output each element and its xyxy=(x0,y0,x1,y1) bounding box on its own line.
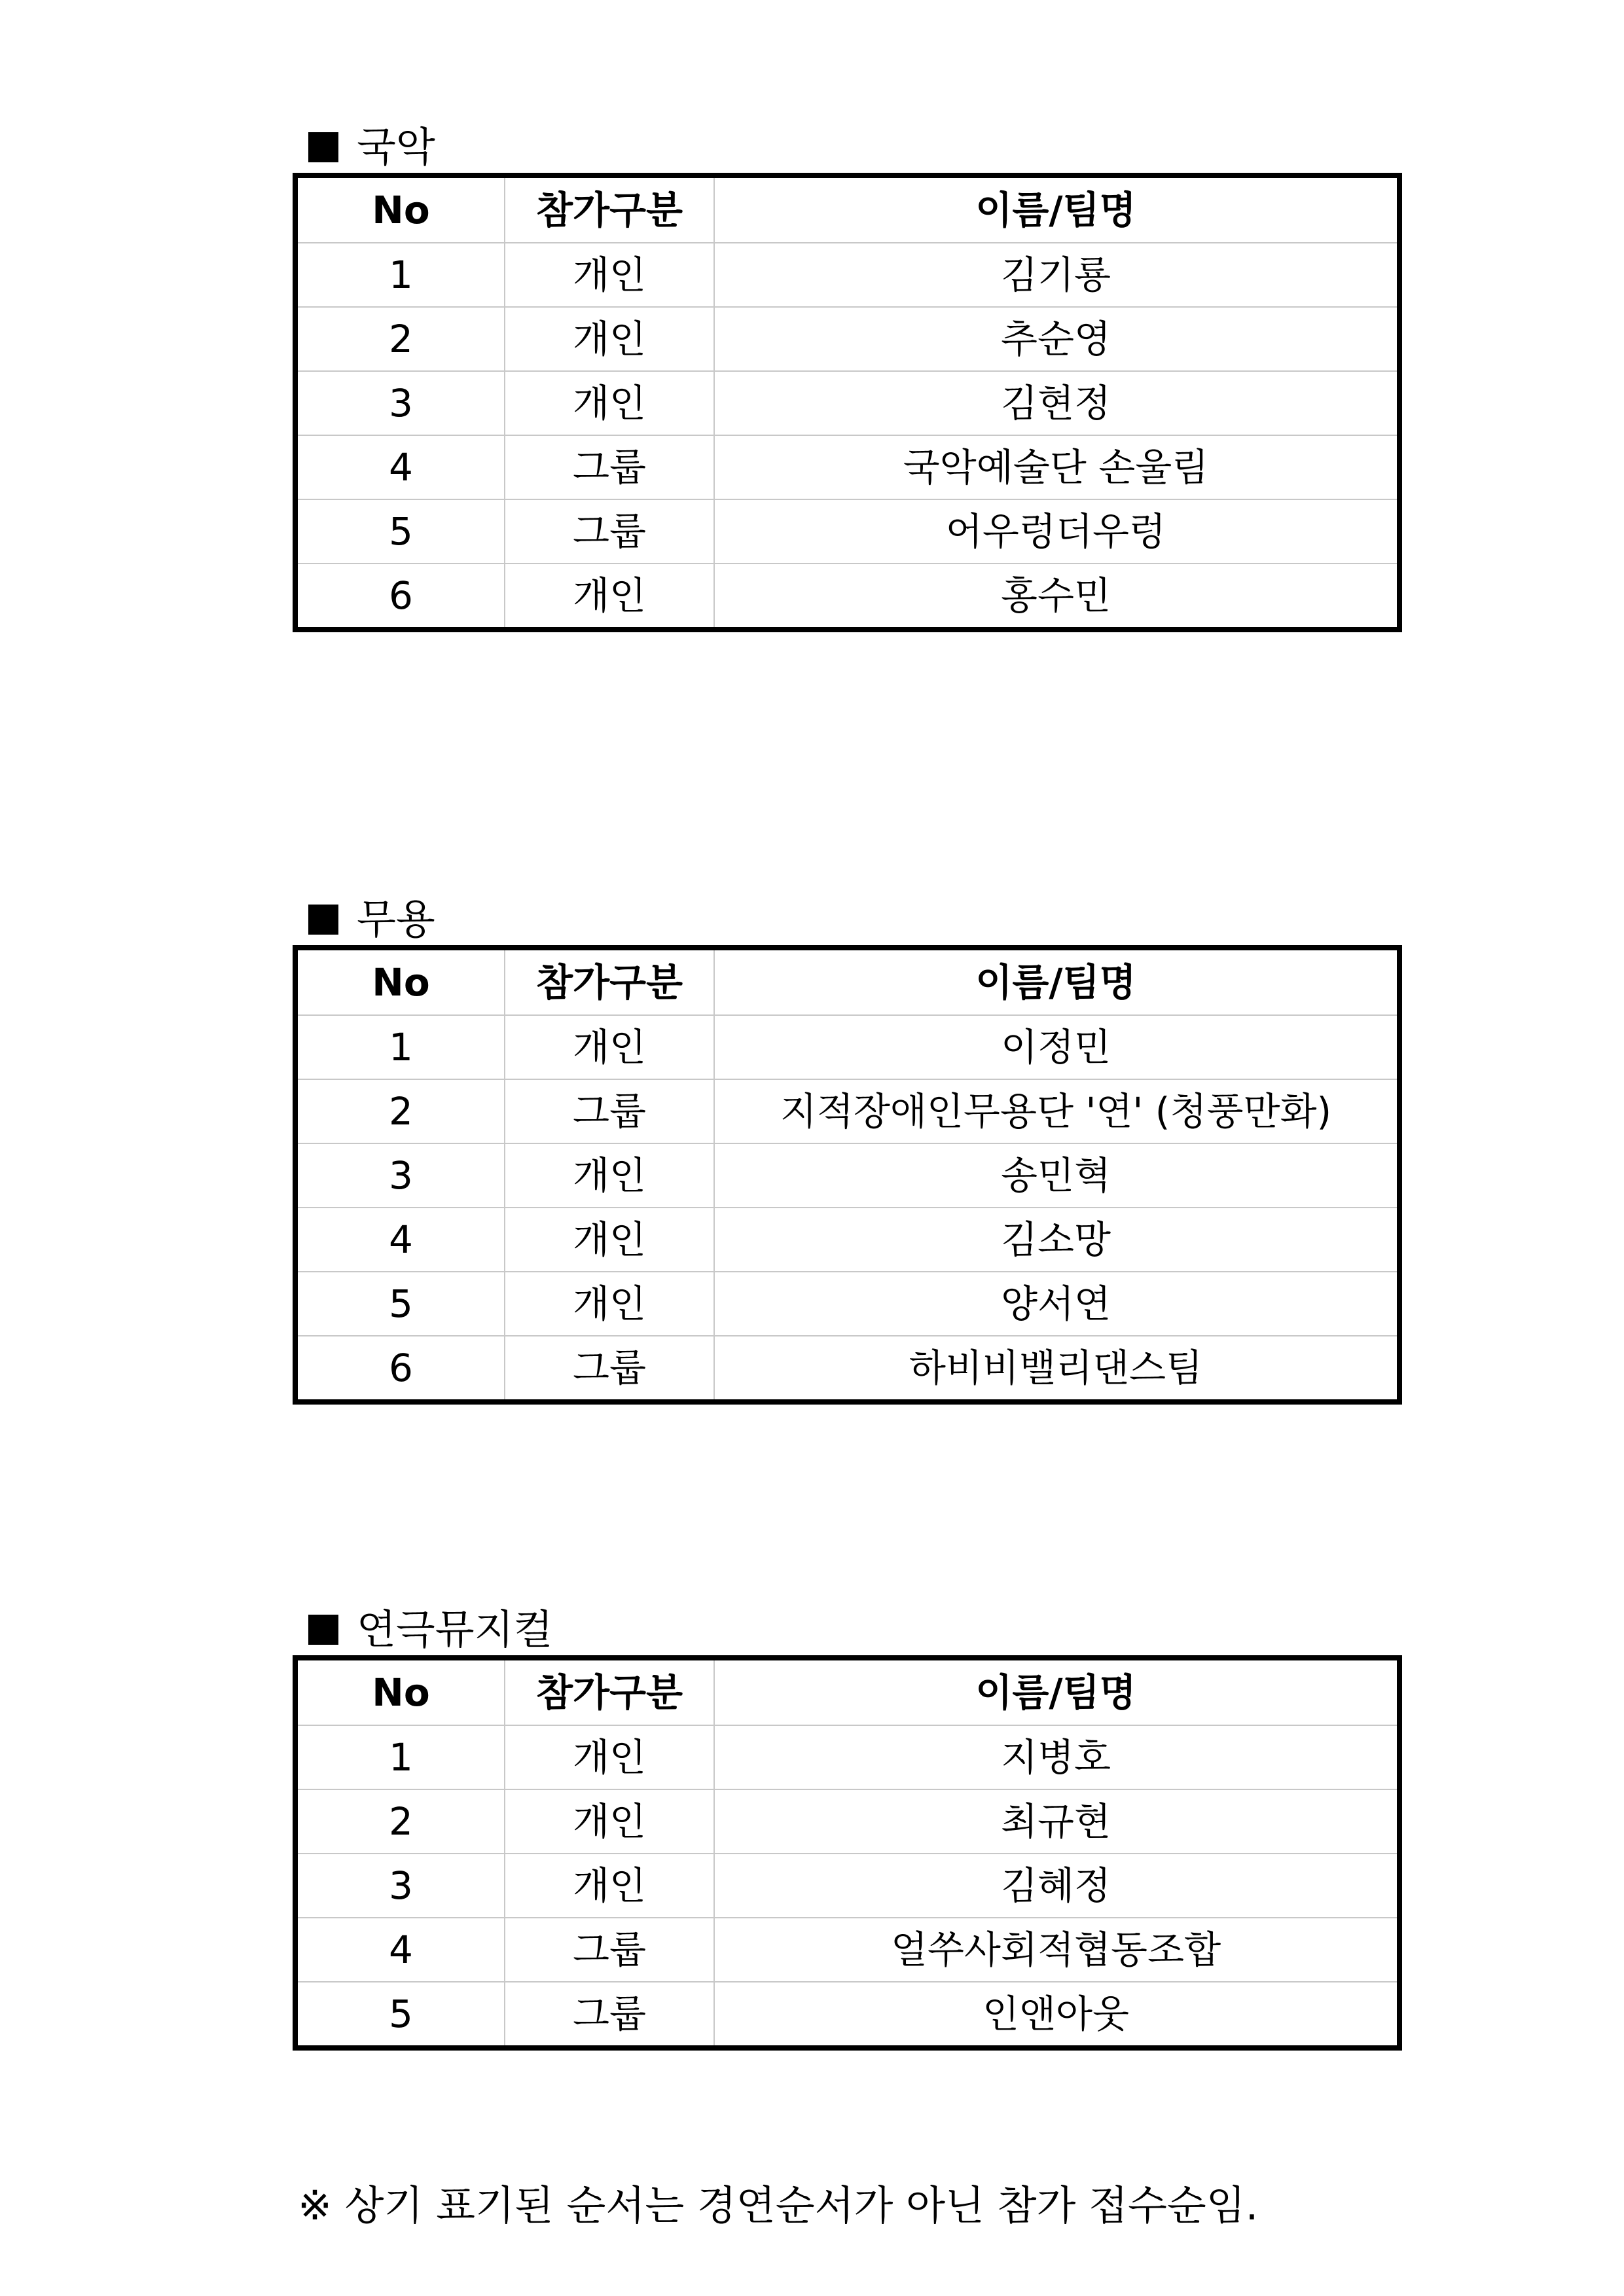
roster-table xyxy=(293,1655,1402,2051)
cell-name: 홍수민 xyxy=(714,564,1399,630)
cell-type: 개인 xyxy=(505,1272,714,1336)
section-title-text: 무용 xyxy=(357,895,435,943)
cell-type: 그룹 xyxy=(505,499,714,564)
table-row xyxy=(295,499,1399,564)
table-row xyxy=(295,1982,1399,2048)
cell-no: 3 xyxy=(295,1854,505,1918)
table-header-row xyxy=(295,1658,1399,1725)
footnote: ※ 상기 표기된 순서는 경연순서가 아닌 참가 접수순임. xyxy=(298,2181,1259,2229)
column-header-name: 이름/팀명 xyxy=(714,1658,1399,1725)
section-title xyxy=(293,1607,1402,1653)
cell-name: 김소망 xyxy=(714,1208,1399,1272)
cell-name: 이정민 xyxy=(714,1015,1399,1079)
cell-no: 4 xyxy=(295,1918,505,1982)
table-row xyxy=(295,243,1399,307)
section-title-text: 국악 xyxy=(357,123,435,171)
column-header-name: 이름/팀명 xyxy=(714,948,1399,1015)
column-header-type: 참가구분 xyxy=(505,175,714,243)
cell-type: 그룹 xyxy=(505,1079,714,1143)
table-row xyxy=(295,1208,1399,1272)
table-row xyxy=(295,1725,1399,1789)
cell-type: 개인 xyxy=(505,1015,714,1079)
section-title-text: 연극뮤지컬 xyxy=(357,1605,553,1653)
cell-no: 6 xyxy=(295,564,505,630)
cell-type: 그룹 xyxy=(505,1982,714,2048)
table-row xyxy=(295,1079,1399,1143)
section-dance xyxy=(293,897,1402,1405)
cell-no: 5 xyxy=(295,1272,505,1336)
section-gugak xyxy=(293,124,1402,632)
cell-type: 개인 xyxy=(505,1854,714,1918)
cell-no: 4 xyxy=(295,1208,505,1272)
table-row xyxy=(295,1789,1399,1854)
section-title xyxy=(293,124,1402,170)
cell-name: 최규현 xyxy=(714,1789,1399,1854)
cell-type: 그룹 xyxy=(505,1336,714,1402)
cell-no: 1 xyxy=(295,1725,505,1789)
table-header-row xyxy=(295,948,1399,1015)
column-header-no: No xyxy=(295,948,505,1015)
table-row xyxy=(295,1336,1399,1402)
table-row xyxy=(295,371,1399,435)
section-theater-musical xyxy=(293,1607,1402,2051)
roster-table xyxy=(293,173,1402,632)
cell-no: 2 xyxy=(295,1079,505,1143)
table-row xyxy=(295,1854,1399,1918)
section-title xyxy=(293,897,1402,942)
cell-type: 개인 xyxy=(505,1789,714,1854)
table-row xyxy=(295,307,1399,371)
table-row xyxy=(295,1272,1399,1336)
cell-type: 개인 xyxy=(505,1143,714,1208)
table-row xyxy=(295,435,1399,499)
cell-name: 인앤아웃 xyxy=(714,1982,1399,2048)
cell-type: 개인 xyxy=(505,243,714,307)
column-header-no: No xyxy=(295,1658,505,1725)
cell-name: 지적장애인무용단 '연' (청풍만화) xyxy=(714,1079,1399,1143)
square-bullet-icon xyxy=(308,132,338,162)
table-row xyxy=(295,564,1399,630)
roster-table xyxy=(293,945,1402,1405)
column-header-name: 이름/팀명 xyxy=(714,175,1399,243)
cell-no: 6 xyxy=(295,1336,505,1402)
cell-type: 개인 xyxy=(505,564,714,630)
cell-name: 하비비밸리댄스팀 xyxy=(714,1336,1399,1402)
cell-type: 개인 xyxy=(505,1208,714,1272)
cell-type: 그룹 xyxy=(505,435,714,499)
table-row xyxy=(295,1015,1399,1079)
cell-name: 김기룡 xyxy=(714,243,1399,307)
cell-no: 2 xyxy=(295,307,505,371)
cell-name: 얼쑤사회적협동조합 xyxy=(714,1918,1399,1982)
cell-type: 개인 xyxy=(505,307,714,371)
table-header-row xyxy=(295,175,1399,243)
cell-type: 그룹 xyxy=(505,1918,714,1982)
cell-no: 1 xyxy=(295,243,505,307)
table-row xyxy=(295,1918,1399,1982)
table-row xyxy=(295,1143,1399,1208)
cell-name: 양서연 xyxy=(714,1272,1399,1336)
cell-name: 송민혁 xyxy=(714,1143,1399,1208)
cell-type: 개인 xyxy=(505,371,714,435)
square-bullet-icon xyxy=(308,1615,338,1645)
cell-name: 어우렁더우렁 xyxy=(714,499,1399,564)
cell-no: 2 xyxy=(295,1789,505,1854)
cell-no: 3 xyxy=(295,371,505,435)
cell-no: 3 xyxy=(295,1143,505,1208)
column-header-no: No xyxy=(295,175,505,243)
square-bullet-icon xyxy=(308,905,338,935)
cell-name: 김현정 xyxy=(714,371,1399,435)
cell-name: 김혜정 xyxy=(714,1854,1399,1918)
cell-no: 1 xyxy=(295,1015,505,1079)
cell-name: 추순영 xyxy=(714,307,1399,371)
column-header-type: 참가구분 xyxy=(505,1658,714,1725)
cell-name: 국악예술단 손울림 xyxy=(714,435,1399,499)
cell-no: 5 xyxy=(295,499,505,564)
cell-type: 개인 xyxy=(505,1725,714,1789)
cell-no: 5 xyxy=(295,1982,505,2048)
cell-name: 지병호 xyxy=(714,1725,1399,1789)
column-header-type: 참가구분 xyxy=(505,948,714,1015)
cell-no: 4 xyxy=(295,435,505,499)
